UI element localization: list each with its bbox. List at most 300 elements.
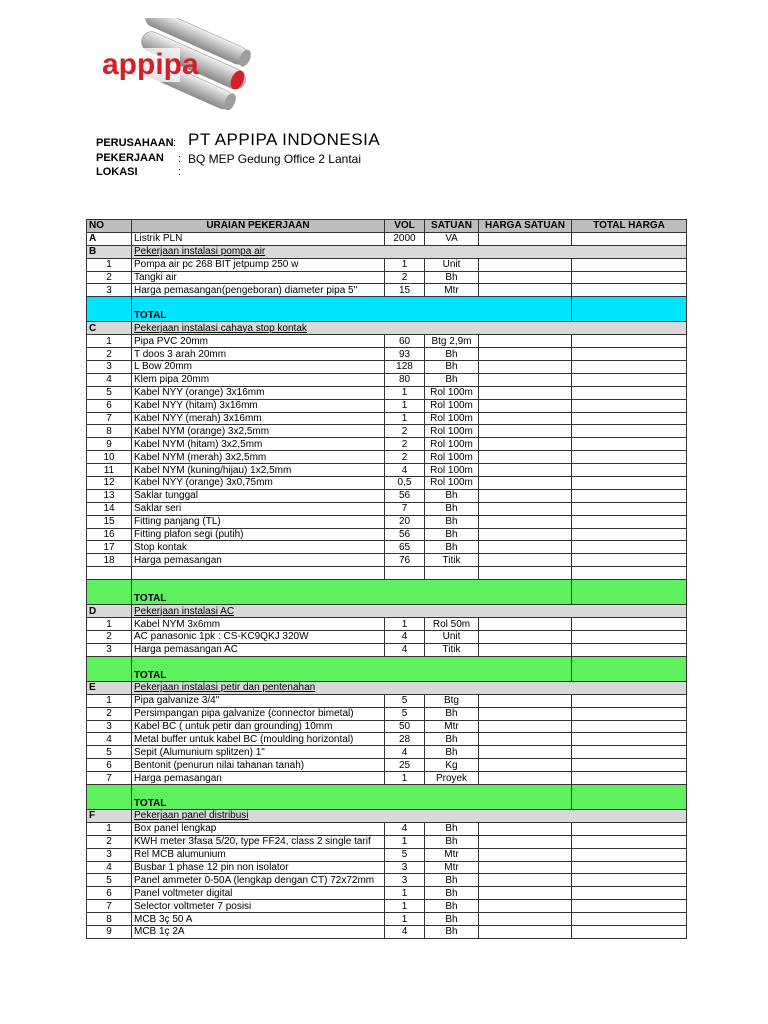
item-vol: 25 <box>385 759 425 772</box>
item-desc: Metal buffer untuk kabel BC (moulding horizontal) <box>132 733 385 746</box>
item-no: 6 <box>87 887 132 900</box>
item-vol: 65 <box>385 541 425 554</box>
section-row <box>87 245 687 258</box>
item-no: 1 <box>87 694 132 707</box>
location-colon: : <box>178 166 182 178</box>
item-price <box>479 451 572 464</box>
item-price <box>479 554 572 567</box>
item-desc: Fitting plafon segi (putih) <box>132 528 385 541</box>
section-code: F <box>87 809 132 822</box>
item-unit: Bh <box>425 515 479 528</box>
item-vol: 15 <box>385 284 425 297</box>
section-title: Pekerjaan panel distribusi <box>132 809 687 822</box>
item-no: 5 <box>87 874 132 887</box>
item-unit: Bh <box>425 489 479 502</box>
item-total <box>572 835 687 848</box>
item-vol: 128 <box>385 361 425 374</box>
item-price <box>479 271 572 284</box>
item-price <box>479 848 572 861</box>
item-unit: Bh <box>425 528 479 541</box>
table-row <box>87 925 687 938</box>
item-desc: Panel ammeter 0-50A (lengkap dengan CT) 72x72mm <box>132 874 385 887</box>
job-colon: : <box>178 153 182 165</box>
item-desc: Harga pemasangan <box>132 772 385 785</box>
item-no: 13 <box>87 489 132 502</box>
section-row <box>87 322 687 335</box>
item-desc: Pipa galvanize 3/4" <box>132 694 385 707</box>
item-unit: Bh <box>425 900 479 913</box>
item-vol: 5 <box>385 694 425 707</box>
item-desc: Kabel BC ( untuk petir dan grounding) 10mm <box>132 720 385 733</box>
logo-wordmark: appipa <box>102 48 199 81</box>
item-desc: Pipa PVC 20mm <box>132 335 385 348</box>
item-unit: Bh <box>425 502 479 515</box>
item-total <box>572 887 687 900</box>
table-row <box>87 835 687 848</box>
item-total <box>572 399 687 412</box>
item-price <box>479 541 572 554</box>
total-label: TOTAL <box>132 784 572 809</box>
item-total <box>572 386 687 399</box>
item-vol: 4 <box>385 746 425 759</box>
item-no: 18 <box>87 554 132 567</box>
item-desc: Kabel NYM (merah) 3x2,5mm <box>132 451 385 464</box>
item-desc: MCB 1ç 2A <box>132 925 385 938</box>
item-no: 3 <box>87 848 132 861</box>
item-price <box>479 361 572 374</box>
table-row <box>87 412 687 425</box>
table-row <box>87 848 687 861</box>
table-row <box>87 271 687 284</box>
item-desc: Harga pemasangan <box>132 554 385 567</box>
item-unit: Rol 100m <box>425 386 479 399</box>
item-desc: Saklar tunggal <box>132 489 385 502</box>
item-total <box>572 746 687 759</box>
item-no: 8 <box>87 913 132 926</box>
section-row <box>87 681 687 694</box>
item-vol: 80 <box>385 373 425 386</box>
table-row <box>87 451 687 464</box>
item-desc: Selector voltmeter 7 posisi <box>132 900 385 913</box>
table-row <box>87 746 687 759</box>
company-name: PT APPIPA INDONESIA <box>188 130 381 149</box>
item-vol: 4 <box>385 631 425 644</box>
item-no: 7 <box>87 772 132 785</box>
item-no: 3 <box>87 720 132 733</box>
table-row <box>87 913 687 926</box>
item-price <box>479 925 572 938</box>
blank-cell <box>132 567 385 580</box>
total-value <box>572 784 687 809</box>
table-row <box>87 373 687 386</box>
item-desc: Kabel NYY (orange) 3x0,75mm <box>132 477 385 490</box>
item-vol: 4 <box>385 643 425 656</box>
item-total <box>572 631 687 644</box>
table-row <box>87 707 687 720</box>
item-no: 2 <box>87 835 132 848</box>
item-price <box>479 887 572 900</box>
item-vol: 1 <box>385 258 425 271</box>
table-row <box>87 887 687 900</box>
total-value <box>572 580 687 605</box>
item-total <box>572 373 687 386</box>
item-unit: Bh <box>425 707 479 720</box>
item-price <box>479 412 572 425</box>
item-total <box>572 772 687 785</box>
item-unit: Bh <box>425 733 479 746</box>
section-e-total <box>87 784 687 822</box>
table-row <box>87 489 687 502</box>
col-satuan: SATUAN <box>425 220 479 233</box>
item-unit: Mtr <box>425 861 479 874</box>
item-no: 15 <box>87 515 132 528</box>
item-unit: Btg <box>425 694 479 707</box>
item-price <box>479 822 572 835</box>
table-row <box>87 425 687 438</box>
item-total <box>572 759 687 772</box>
total-value <box>572 656 687 681</box>
item-total <box>572 451 687 464</box>
job-label: PEKERJAAN <box>96 152 164 164</box>
item-vol: 2 <box>385 438 425 451</box>
item-desc: AC panasonic 1pk : CS-KC9QKJ 320W <box>132 631 385 644</box>
table-row <box>87 643 687 656</box>
table-row <box>87 502 687 515</box>
total-label: TOTAL <box>132 580 572 605</box>
item-price <box>479 489 572 502</box>
item-price <box>479 759 572 772</box>
table-row <box>87 694 687 707</box>
table-row <box>87 438 687 451</box>
item-desc: Kabel NYM (hitam) 3x2,5mm <box>132 438 385 451</box>
job-value: BQ MEP Gedung Office 2 Lantai <box>188 152 361 166</box>
item-price <box>479 335 572 348</box>
item-price <box>479 835 572 848</box>
table-row <box>87 399 687 412</box>
table-row <box>87 772 687 785</box>
item-unit: Titik <box>425 554 479 567</box>
table-row <box>87 541 687 554</box>
item-no: 16 <box>87 528 132 541</box>
item-price <box>479 258 572 271</box>
item-total <box>572 848 687 861</box>
total-label: TOTAL <box>132 656 572 681</box>
blank-cell <box>479 567 572 580</box>
item-desc: Busbar 1 phase 12 pin non isolator <box>132 861 385 874</box>
item-desc: Sepit (Alumunium splitzen) 1" <box>132 746 385 759</box>
total-value <box>572 297 687 322</box>
item-total <box>572 528 687 541</box>
item-desc: Panel voltmeter digital <box>132 887 385 900</box>
item-vol: 20 <box>385 515 425 528</box>
col-uraian: URAIAN PEKERJAAN <box>132 220 385 233</box>
col-total-harga: TOTAL HARGA <box>572 220 687 233</box>
col-harga-satuan: HARGA SATUAN <box>479 220 572 233</box>
section-title: Pekerjaan instalasi petir dan pentenahan <box>132 681 687 694</box>
item-vol: 4 <box>385 822 425 835</box>
section-c-total <box>87 567 687 618</box>
item-price <box>479 515 572 528</box>
item-vol: 50 <box>385 720 425 733</box>
table-row <box>87 284 687 297</box>
section-d-total <box>87 656 687 694</box>
item-vol: 2000 <box>385 232 425 245</box>
item-unit: Bh <box>425 887 479 900</box>
item-total <box>572 900 687 913</box>
item-total <box>572 707 687 720</box>
item-vol: 1 <box>385 412 425 425</box>
item-price <box>479 746 572 759</box>
item-total <box>572 361 687 374</box>
item-total <box>572 733 687 746</box>
item-desc: Fitting panjang (TL) <box>132 515 385 528</box>
item-price <box>479 373 572 386</box>
blank-cell <box>572 567 687 580</box>
item-total <box>572 554 687 567</box>
item-no: 10 <box>87 451 132 464</box>
item-price <box>479 874 572 887</box>
item-no: 4 <box>87 861 132 874</box>
section-code: D <box>87 605 132 618</box>
total-spacer <box>87 656 132 681</box>
item-unit: Proyek <box>425 772 479 785</box>
item-desc: MCB 3ç 50 A <box>132 913 385 926</box>
item-unit: Bh <box>425 925 479 938</box>
item-no: 11 <box>87 464 132 477</box>
item-total <box>572 438 687 451</box>
company-colon: : <box>173 137 177 149</box>
item-vol: 1 <box>385 386 425 399</box>
table-row <box>87 515 687 528</box>
item-vol: 5 <box>385 707 425 720</box>
item-total <box>572 232 687 245</box>
total-spacer <box>87 297 132 322</box>
section-code: B <box>87 245 132 258</box>
item-price <box>479 694 572 707</box>
section-row <box>87 809 687 822</box>
table-row <box>87 733 687 746</box>
item-no: 14 <box>87 502 132 515</box>
section-title: Pekerjaan instalasi pompa air <box>132 245 687 258</box>
table-row <box>87 618 687 631</box>
item-no: 3 <box>87 284 132 297</box>
section-code: E <box>87 681 132 694</box>
item-unit: Rol 100m <box>425 451 479 464</box>
item-unit: Btg 2,9m <box>425 335 479 348</box>
item-total <box>572 874 687 887</box>
item-no: 5 <box>87 746 132 759</box>
item-vol: 93 <box>385 348 425 361</box>
table-row <box>87 464 687 477</box>
item-price <box>479 631 572 644</box>
item-no: 6 <box>87 759 132 772</box>
document-header <box>96 130 496 180</box>
item-unit: Bh <box>425 373 479 386</box>
item-price <box>479 772 572 785</box>
item-total <box>572 913 687 926</box>
item-desc: Saklar seri <box>132 502 385 515</box>
item-total <box>572 618 687 631</box>
table-row <box>87 874 687 887</box>
section-code: A <box>87 232 132 245</box>
company-label: PERUSAHAAN <box>96 137 174 149</box>
item-price <box>479 643 572 656</box>
table-row <box>87 335 687 348</box>
section-e-rows <box>87 694 687 784</box>
item-total <box>572 694 687 707</box>
item-unit: Rol 100m <box>425 399 479 412</box>
appipa-logo <box>92 18 252 110</box>
item-unit: Unit <box>425 258 479 271</box>
item-no: 2 <box>87 631 132 644</box>
item-price <box>479 399 572 412</box>
item-desc: Klem pipa 20mm <box>132 373 385 386</box>
item-no: 7 <box>87 412 132 425</box>
item-total <box>572 925 687 938</box>
item-vol: 1 <box>385 900 425 913</box>
item-no: 17 <box>87 541 132 554</box>
item-desc: Stop kontak <box>132 541 385 554</box>
item-vol: 3 <box>385 874 425 887</box>
item-unit: Mtr <box>425 284 479 297</box>
item-no: 4 <box>87 373 132 386</box>
item-unit: Mtr <box>425 720 479 733</box>
table-body <box>87 232 687 334</box>
table-row <box>87 900 687 913</box>
item-price <box>479 477 572 490</box>
table-row <box>87 386 687 399</box>
col-no: NO <box>87 220 132 233</box>
item-total <box>572 425 687 438</box>
blank-cell <box>425 567 479 580</box>
item-unit: Mtr <box>425 848 479 861</box>
item-total <box>572 271 687 284</box>
location-label: LOKASI <box>96 166 138 178</box>
item-total <box>572 464 687 477</box>
item-unit: Bh <box>425 361 479 374</box>
blank-row <box>87 567 687 580</box>
section-code: C <box>87 322 132 335</box>
item-total <box>572 720 687 733</box>
section-c-rows <box>87 335 687 567</box>
item-vol: 4 <box>385 464 425 477</box>
item-total <box>572 822 687 835</box>
item-unit: Bh <box>425 348 479 361</box>
col-vol: VOL <box>385 220 425 233</box>
item-desc: Kabel NYY (orange) 3x16mm <box>132 386 385 399</box>
item-desc: KWH meter 3fasa 5/20, type FF24, class 2 single tarif <box>132 835 385 848</box>
item-total <box>572 477 687 490</box>
item-vol: 1 <box>385 913 425 926</box>
item-no: 3 <box>87 361 132 374</box>
item-no: 1 <box>87 258 132 271</box>
table-row <box>87 258 687 271</box>
item-vol: 7 <box>385 502 425 515</box>
item-no: 2 <box>87 271 132 284</box>
item-desc: Kabel NYY (merah) 3x16mm <box>132 412 385 425</box>
item-no: 5 <box>87 386 132 399</box>
item-desc: Pompa air pc 268 BIT jetpump 250 w <box>132 258 385 271</box>
item-unit: Rol 100m <box>425 412 479 425</box>
item-unit: Bh <box>425 913 479 926</box>
total-row <box>87 580 687 605</box>
item-unit: Rol 100m <box>425 477 479 490</box>
total-spacer <box>87 580 132 605</box>
table-row <box>87 720 687 733</box>
item-no: 9 <box>87 925 132 938</box>
item-no: 2 <box>87 348 132 361</box>
item-price <box>479 464 572 477</box>
item-unit: Bh <box>425 746 479 759</box>
item-vol: 28 <box>385 733 425 746</box>
table-row <box>87 861 687 874</box>
blank-cell <box>87 567 132 580</box>
item-vol: 1 <box>385 399 425 412</box>
item-total <box>572 502 687 515</box>
item-desc: Bentonit (penurun nilai tahanan tanah) <box>132 759 385 772</box>
item-unit: Bh <box>425 271 479 284</box>
item-unit: Bh <box>425 541 479 554</box>
item-desc: Rel MCB alumunium <box>132 848 385 861</box>
item-no: 1 <box>87 822 132 835</box>
item-vol: 1 <box>385 887 425 900</box>
item-total <box>572 284 687 297</box>
table-row <box>87 759 687 772</box>
item-no: 2 <box>87 707 132 720</box>
table-row <box>87 554 687 567</box>
total-spacer <box>87 784 132 809</box>
section-title: Pekerjaan instalasi AC <box>132 605 687 618</box>
item-unit: Rol 100m <box>425 464 479 477</box>
item-vol: 2 <box>385 425 425 438</box>
item-total <box>572 258 687 271</box>
item-no: 12 <box>87 477 132 490</box>
item-no: 4 <box>87 733 132 746</box>
item-no: 6 <box>87 399 132 412</box>
item-vol: 3 <box>385 861 425 874</box>
item-price <box>479 348 572 361</box>
item-desc: Kabel NYM 3x6mm <box>132 618 385 631</box>
item-desc: L Bow 20mm <box>132 361 385 374</box>
item-total <box>572 541 687 554</box>
item-vol: 0,5 <box>385 477 425 490</box>
item-price <box>479 720 572 733</box>
item-unit: Bh <box>425 835 479 848</box>
item-total <box>572 643 687 656</box>
item-vol: 56 <box>385 489 425 502</box>
item-total <box>572 861 687 874</box>
item-total <box>572 412 687 425</box>
total-row <box>87 297 687 322</box>
item-desc: Tangki air <box>132 271 385 284</box>
total-row <box>87 656 687 681</box>
item-price <box>479 284 572 297</box>
item-desc: T doos 3 arah 20mm <box>132 348 385 361</box>
item-total <box>572 348 687 361</box>
item-unit: Unit <box>425 631 479 644</box>
item-price <box>479 618 572 631</box>
item-vol: 2 <box>385 271 425 284</box>
item-desc: Harga pemasangan AC <box>132 643 385 656</box>
item-unit: Rol 100m <box>425 438 479 451</box>
item-price <box>479 733 572 746</box>
table-row <box>87 361 687 374</box>
item-vol: 4 <box>385 925 425 938</box>
item-unit: Rol 50m <box>425 618 479 631</box>
item-desc: Kabel NYY (hitam) 3x16mm <box>132 399 385 412</box>
total-row <box>87 784 687 809</box>
item-no: 8 <box>87 425 132 438</box>
